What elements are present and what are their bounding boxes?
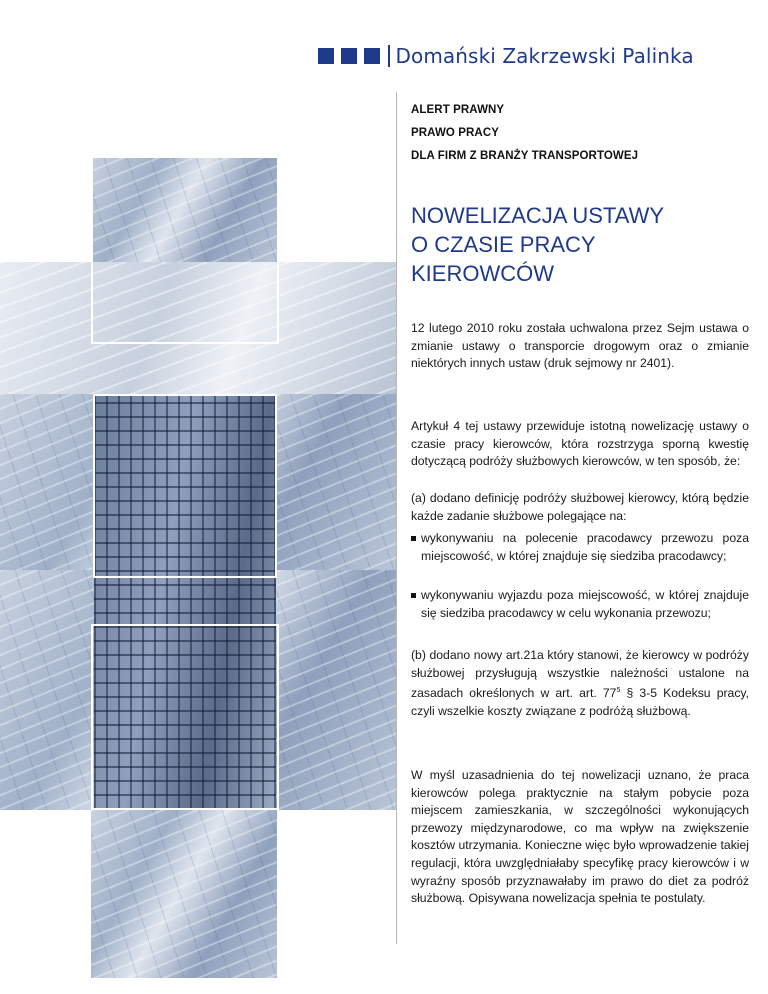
brand-name: Domański Zakrzewski Palinka [395,44,694,68]
paragraph-final: W myśl uzasadnienia do tej nowelizacji uznano, że praca kierowców polega praktycznie na stałym pobycie poza miejscem zamieszkania, w szczególności wykonujących przewozy międzynarodowe, co ma wpływ na zwiększenie kosztów utrzymania. Konieczne więc było wprowadzenie takiej regulacji, która uwzględniałaby specyfikę pracy kierowców i w wyraźny sposób przyznawałaby im prawo do diet za podróż służbową. Opisywana nowelizacja spełnia te postulaty. [411,768,749,906]
bullet-icon [411,536,416,541]
tag-alert: ALERT PRAWNY [411,104,505,116]
list-item-text: wykonywaniu na polecenie pracodawcy przewozu poza miejscowość, w której znajduje się siedziba pracodawcy; [421,531,749,563]
paragraph-intro: 12 lutego 2010 roku została uchwalona przez Sejm ustawa o zmianie ustawy o transporcie drogowym oraz o zmianie niektórych innych ustaw (druk sejmowy nr 2401). [411,321,749,371]
tag-category: PRAWO PRACY [411,127,499,139]
paragraph-article4: Artykuł 4 tej ustawy przewiduje istotną nowelizację ustawy o czasie pracy kierowców, która rozstrzyga sporną kwestię dotyczącą podróży służbowych kierowców, w ten sposób, że: [411,419,749,469]
tag-audience: DLA FIRM Z BRANŻY TRANSPORTOWEJ [411,150,639,162]
paragraph-point-a: (a) dodano definicję podróży służbowej kierowcy, którą będzie każde zadanie służbowe polegające na: [411,491,749,523]
brand-divider [388,45,390,67]
brand-square-icon [318,48,334,64]
page-title [411,201,741,288]
point-b-text: (b) dodano nowy art.21a który stanowi, że kierowcy w podróży służbowej przysługują wszystkie należności ustalone na zasadach określonych w art. art. 77 [411,648,749,701]
image-frame [91,624,279,810]
list-item-text: wykonywaniu wyjazdu poza miejscowość, w której znajduje się siedziba pracodawcy w celu wykonania przewozu; [421,588,749,620]
image-frame [93,394,277,578]
list-item [411,587,749,622]
point-b-superscript: 5 [616,687,621,695]
title-line: KIEROWCÓW [411,261,554,286]
building-image-tile [91,810,277,978]
brand-square-icon [364,48,380,64]
title-line: NOWELIZACJA USTAWY [411,203,665,228]
bullet-icon [411,593,416,598]
brand-square-icon [341,48,357,64]
title-line: O CZASIE PRACY [411,232,596,257]
list-item [411,530,749,565]
image-frame [91,156,279,344]
point-b-text-end: § 3-5 Kodeksu pracy, czyli wszelkie koszty związane z podróżą służbową. [411,686,749,718]
paragraph-point-b [411,647,749,720]
column-divider [396,92,397,944]
brand-logo [318,44,694,68]
